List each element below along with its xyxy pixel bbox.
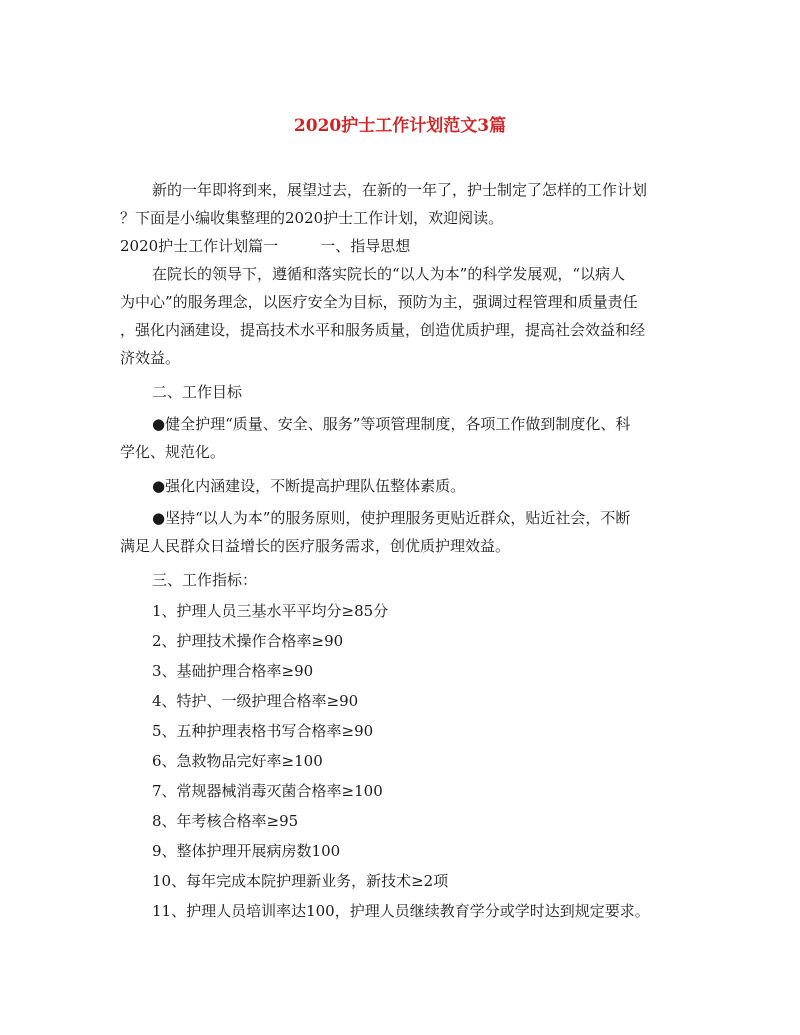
document-body [120, 176, 686, 926]
document-title: 2020护士工作计划范文3篇 [293, 116, 507, 136]
list-item: 10、每年完成本院护理新业务，新技术≥2项 [152, 872, 449, 890]
intro-line-1: 新的一年即将到来，展望过去，在新的一年了，护士制定了怎样的工作计划 [152, 181, 648, 199]
goal-1-line-2: 学化、规范化。 [120, 443, 226, 461]
goal-1-line-1: ●健全护理“质量、安全、服务”等项管理制度，各项工作做到制度化、科 [152, 415, 631, 433]
list-item: 1、护理人员三基水平平均分≥85分 [152, 602, 389, 620]
list-item: 7、常规器械消毒灭菌合格率≥100 [152, 782, 383, 800]
list-item: 9、整体护理开展病房数100 [152, 842, 341, 860]
guiding-line-3: ，强化内涵建设，提高技术水平和服务质量，创造优质护理，提高社会效益和经 [120, 321, 646, 339]
indicators-heading: 三、工作指标： [152, 571, 258, 589]
list-item: 8、年考核合格率≥95 [152, 812, 299, 830]
list-item: 11、护理人员培训率达100，护理人员继续教育学分或学时达到规定要求。 [152, 902, 650, 920]
intro-line-2: ？下面是小编收集整理的2020护士工作计划，欢迎阅读。 [120, 209, 504, 227]
list-item: 6、急救物品完好率≥100 [152, 752, 323, 770]
goal-2: ●强化内涵建设，不断提高护理队伍整体素质。 [152, 477, 466, 495]
guiding-heading: 一、指导思想 [320, 237, 411, 255]
section-heading-title: 2020护士工作计划篇一 [120, 237, 279, 255]
goal-3-line-2: 满足人民群众日益增长的医疗服务需求，创优质护理效益。 [120, 537, 511, 555]
section-heading-line [120, 232, 686, 260]
goals-heading: 二、工作目标 [152, 383, 243, 401]
guiding-line-1: 在院长的领导下，遵循和落实院长的“以人为本”的科学发展观，“以病人 [152, 265, 626, 283]
guiding-line-4: 济效益。 [120, 349, 181, 367]
list-item: 3、基础护理合格率≥90 [152, 662, 314, 680]
list-item: 5、五种护理表格书写合格率≥90 [152, 722, 374, 740]
list-item: 2、护理技术操作合格率≥90 [152, 632, 344, 650]
guiding-line-2: 为中心”的服务理念，以医疗安全为目标，预防为主，强调过程管理和质量责任 [120, 293, 638, 311]
list-item: 4、特护、一级护理合格率≥90 [152, 692, 359, 710]
indicator-list [120, 596, 686, 926]
goal-3-line-1: ●坚持“以人为本”的服务原则，使护理服务更贴近群众，贴近社会，不断 [152, 509, 631, 527]
